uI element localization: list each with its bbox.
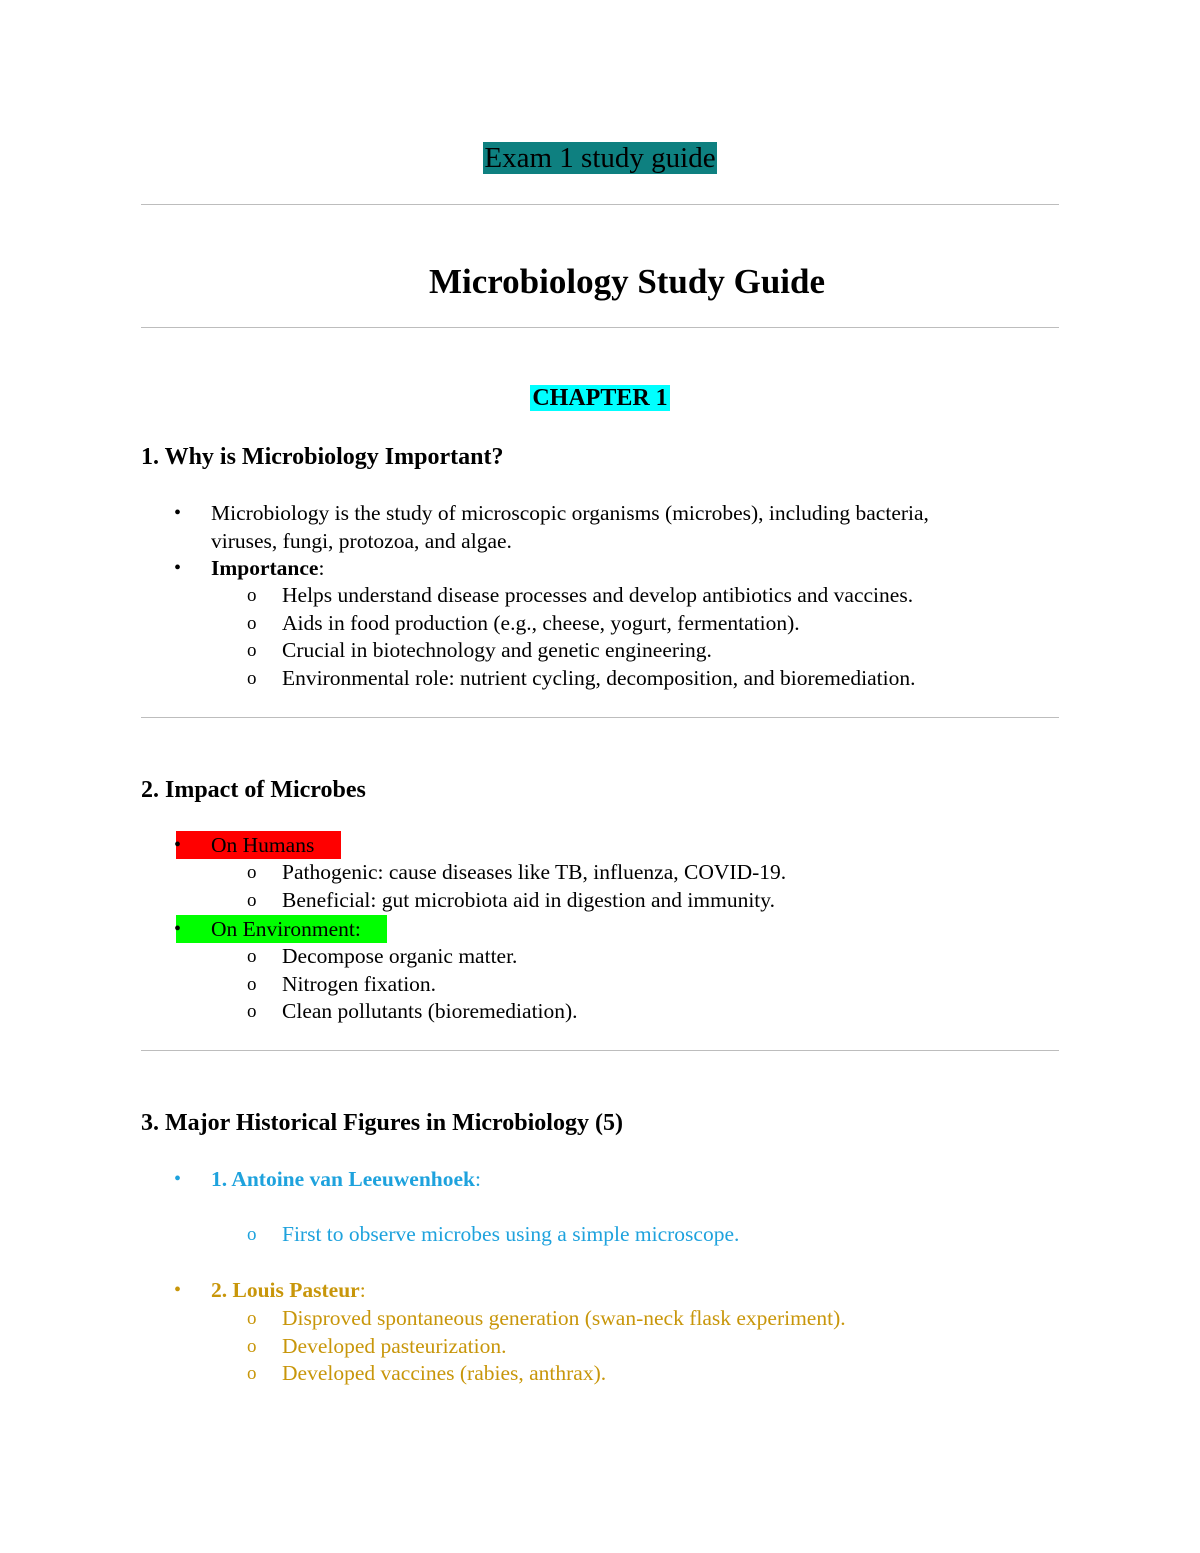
horizontal-rule	[141, 1050, 1059, 1051]
sub-bullet-icon: o	[247, 1363, 257, 1384]
colon: :	[359, 1278, 366, 1302]
chapter-label	[0, 382, 1200, 414]
figure-2-subitem: Developed pasteurization.	[282, 1334, 507, 1358]
bullet-icon: •	[174, 834, 182, 856]
document-title	[0, 140, 1200, 176]
importance-item	[211, 554, 324, 582]
bullet-icon: •	[174, 918, 182, 940]
importance-subitem: Aids in food production (e.g., cheese, yogurt, fermentation).	[282, 611, 800, 635]
sub-bullet-icon: o	[247, 613, 257, 634]
section-1-definition-line-2: viruses, fungi, protozoa, and algae.	[211, 529, 512, 553]
bullet-icon: •	[174, 502, 182, 524]
section-1-heading: 1. Why is Microbiology Important?	[141, 444, 504, 470]
horizontal-rule	[141, 327, 1059, 328]
sub-bullet-icon: o	[247, 862, 257, 883]
environment-subitem: Decompose organic matter.	[282, 944, 518, 968]
on-environment-item	[211, 915, 361, 943]
sub-bullet-icon: o	[247, 1308, 257, 1329]
horizontal-rule	[141, 204, 1059, 205]
document-title-text: Exam 1 study guide	[484, 142, 716, 174]
sub-bullet-icon: o	[247, 974, 257, 995]
section-2-heading: 2. Impact of Microbes	[141, 777, 366, 803]
figure-1-item	[211, 1165, 481, 1193]
bullet-icon: •	[174, 1168, 182, 1190]
colon: :	[354, 917, 361, 941]
bullet-icon: •	[174, 557, 182, 579]
humans-subitem: Beneficial: gut microbiota aid in digestion and immunity.	[282, 888, 776, 912]
environment-subitem: Clean pollutants (bioremediation).	[282, 999, 578, 1023]
horizontal-rule	[141, 717, 1059, 718]
figure-1-name: 1. Antoine van Leeuwenhoek	[211, 1167, 476, 1191]
importance-label: Importance	[211, 556, 319, 580]
humans-subitem: Pathogenic: cause diseases like TB, influenza, COVID-19.	[282, 860, 787, 884]
main-title: Microbiology Study Guide	[428, 262, 826, 301]
figure-2-subitem: Developed vaccines (rabies, anthrax).	[282, 1361, 607, 1385]
sub-bullet-icon: o	[247, 1001, 257, 1022]
figure-2-item	[211, 1276, 366, 1304]
sub-bullet-icon: o	[247, 946, 257, 967]
figure-2-subitem: Disproved spontaneous generation (swan-neck flask experiment).	[282, 1306, 846, 1330]
section-3-heading: 3. Major Historical Figures in Microbiology (5)	[141, 1110, 623, 1136]
sub-bullet-icon: o	[247, 668, 257, 689]
on-humans-label: On Humans	[211, 833, 315, 857]
importance-subitem: Environmental role: nutrient cycling, decomposition, and bioremediation.	[282, 666, 916, 690]
environment-subitem: Nitrogen fixation.	[282, 972, 437, 996]
importance-subitem: Crucial in biotechnology and genetic engineering.	[282, 638, 712, 662]
colon: :	[318, 556, 325, 580]
sub-bullet-icon: o	[247, 585, 257, 606]
sub-bullet-icon: o	[247, 1336, 257, 1357]
colon: :	[475, 1167, 481, 1191]
sub-bullet-icon: o	[247, 890, 257, 911]
chapter-label-text: CHAPTER 1	[532, 385, 668, 411]
figure-2-name: 2. Louis Pasteur	[211, 1278, 360, 1302]
sub-bullet-icon: o	[247, 640, 257, 661]
on-environment-label: On Environment	[211, 917, 355, 941]
bullet-icon: •	[174, 1279, 182, 1301]
sub-bullet-icon: o	[247, 1224, 257, 1245]
figure-1-subitem: First to observe microbes using a simple microscope.	[282, 1222, 740, 1246]
section-1-definition-line-1: Microbiology is the study of microscopic organisms (microbes), including bacteria,	[211, 501, 929, 525]
importance-subitem: Helps understand disease processes and develop antibiotics and vaccines.	[282, 583, 914, 607]
